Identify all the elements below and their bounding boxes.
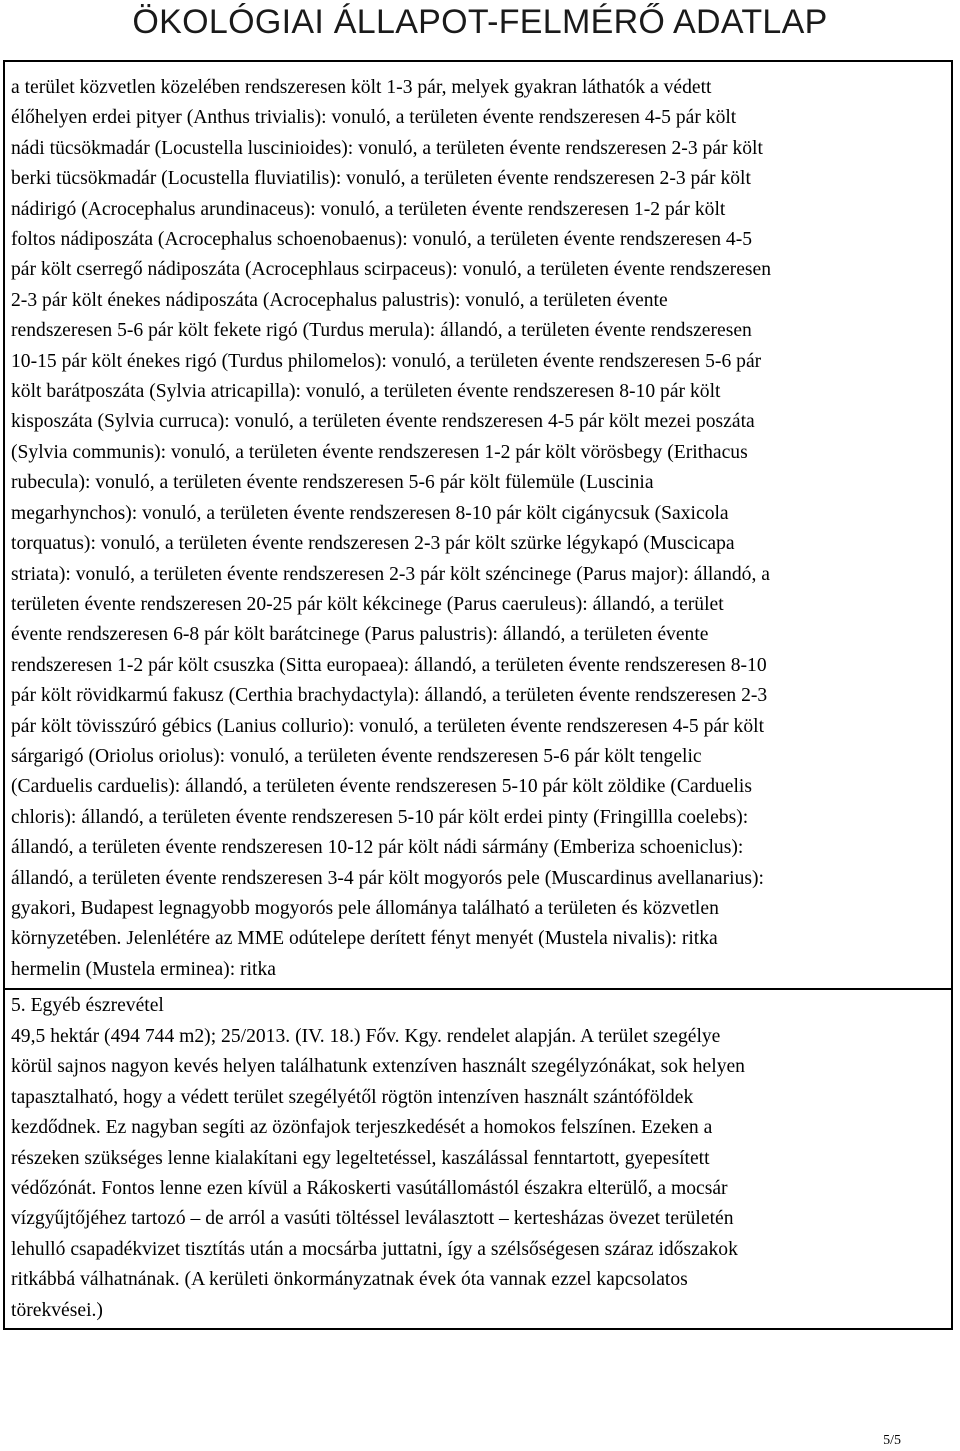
page-number: 5/5	[883, 1433, 901, 1448]
page-title: ÖKOLÓGIAI ÁLLAPOT-FELMÉRŐ ADATLAP	[132, 3, 828, 41]
other-remarks-text: 49,5 hektár (494 744 m2); 25/2013. (IV. 18.) Főv. Kgy. rendelet alapján. A terület szegélye körül sajnos nagyon kevés helyen találhatunk extenzíven használt szegélyzónákat, sok helyen tapasztalható, hogy a védett terület szegélyétől rögtön intenzíven használt szántóföldek kezdődnek. Ez nagyban segíti az özönfajok terjeszkedését a homokos felszínen. Ezeken a részeken szükséges lenne kialakítani egy legeltetéssel, kaszálással fenntartott, gyepesített védőzónát. Fontos lenne ezen kívül a Rákoskerti vasútállomástól északra elterülő, a mocsár vízgyűjtőjéhez tartozó – de arról a vasúti töltéssel leválasztott – kertesházas övezet területén lehulló csapadékvizet tisztítás után a mocsárba juttatni, így a szélsőségesen száraz időszakok ritkábbá válhatnának. (A kerületi önkormányzatnak évek óta vannak ezzel kapcsolatos törekvései.)	[11, 1026, 745, 1321]
species-list-text: a terület közvetlen közelében rendszeresen költ 1-3 pár, melyek gyakran láthatók a védett élőhelyen erdei pityer (Anthus trivialis): vonuló, a területen évente rendszeresen 4-5 pár költ nádi tücsökmadár (Locustella luscinioides): vonuló, a területen évente rendszeresen 2-3 pár költ berki tücsökmadár (Locustella fluviatilis): vonuló, a területen évente rendszeresen 2-3 pár költ nádirigó (Acrocephalus arundinaceus): vonuló, a területen évente rendszeresen 1-2 pár költ foltos nádiposzáta (Acrocephalus schoenobaenus): vonuló, a területen évente rendszeresen 4-5 pár költ cserregő nádiposzáta (Acrocephlaus scirpaceus): vonuló, a területen évente rendszeresen 2-3 pár költ énekes nádiposzáta (Acrocephalus palustris): vonuló, a területen évente rendszeresen 5-6 pár költ fekete rigó (Turdus merula): állandó, a területen évente rendszeresen 10-15 pár költ énekes rigó (Turdus philomelos): vonuló, a területen évente rendszeresen 5-6 pár költ barátposzáta (Sylvia atricapilla): vonuló, a területen évente rendszeresen 8-10 pár költ kisposzáta (Sylvia curruca): vonuló, a területen évente rendszeresen 4-5 pár költ mezei poszáta (Sylvia communis): vonuló, a területen évente rendszeresen 1-2 pár költ vörösbegy (Erithacus rubecula): vonuló, a területen évente rendszeresen 5-6 pár költ fülemüle (Luscinia megarhynchos): vonuló, a területen évente rendszeresen 8-10 pár költ cigánycsuk (Saxicola torquatus): vonuló, a területen évente rendszeresen 2-3 pár költ szürke légykapó (Muscicapa striata): vonuló, a területen évente rendszeresen 2-3 pár költ széncinege (Parus major): állandó, a területen évente rendszeresen 20-25 pár költ kékcinege (Parus caeruleus): állandó, a terület évente rendszeresen 6-8 pár költ barátcinege (Parus palustris): állandó, a területen évente rendszeresen 1-2 pár költ csuszka (Sitta europaea): állandó, a területen évente rendszeresen 8-10 pár költ rövidkarmú fakusz (Certhia brachydactyla): állandó, a területen évente rendszeresen 2-3 pár költ tövisszúró gébics (Lanius collurio): vonuló, a területen évente rendszeresen 4-5 pár költ sárgarigó (Oriolus oriolus): vonuló, a területen évente rendszeresen 5-6 pár költ tengelic (Carduelis carduelis): állandó, a területen évente rendszeresen 5-10 pár költ zöldike (Carduelis chloris): állandó, a területen évente rendszeresen 5-10 pár költ erdei pinty (Fringillla coelebs): állandó, a területen évente rendszeresen 10-12 pár költ nádi sármány (Emberiza schoeniclus): állandó, a területen évente rendszeresen 3-4 pár költ mogyorós pele (Muscardinus avellanarius): gyakori, Budapest legnagyobb mogyorós pele állománya található a területen és közvetlen környzetében. Jelenlétére az MME odútelepe derített fényt menyét (Mustela nivalis): ritka hermelin (Mustela erminea): ritka	[11, 77, 772, 980]
section-title-other-remarks: 5. Egyéb észrevétel	[11, 995, 164, 1016]
section-divider	[5, 988, 951, 990]
form-content-box	[3, 60, 953, 1330]
